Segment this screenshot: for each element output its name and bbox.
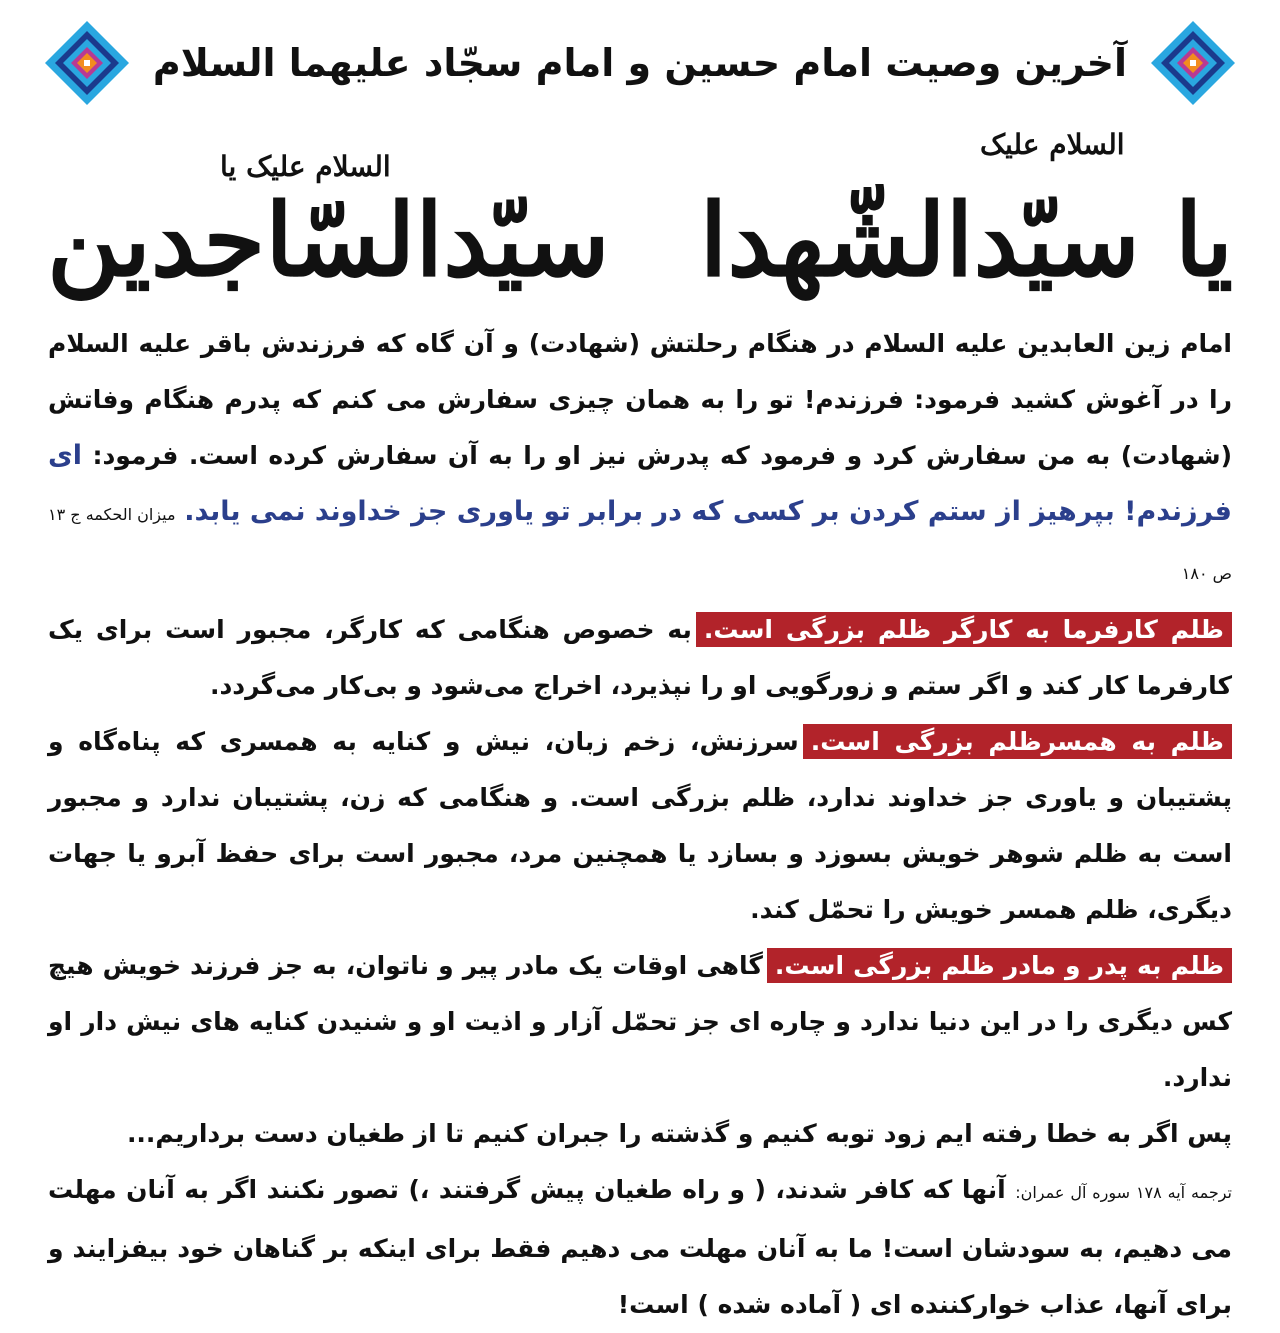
closing-paragraph: پس اگر به خطا رفته ایم زود توبه کنیم و گذشته را جبران کنیم تا از طغیان دست برداریم... [126, 1119, 1232, 1148]
calligraphy-main [40, 180, 1240, 300]
calligraphy-phrase-sajedin: سیّدالسّاجدین [46, 181, 610, 299]
calligraphy-phrase-shohada: یا سیّدالشّهدا [699, 181, 1234, 299]
verse-paragraph [48, 1162, 1232, 1333]
article-body [48, 316, 1232, 1333]
highlight-heading-spouse: ظلم به همسرظلم بزرگی است. [803, 724, 1232, 759]
diamond-pattern-icon [1151, 21, 1235, 105]
section-parents [48, 938, 1232, 1106]
calligraphy-salam-2: السلام علیک یا [220, 150, 391, 183]
verse-reference: ترجمه آیه ۱۷۸ سوره آل عمران: [1015, 1183, 1232, 1202]
section-employer [48, 602, 1232, 714]
intro-paragraph [48, 316, 1232, 602]
section-employer-text: به خصوص هنگامی که کارگر، مجبور است برای یک کارفرما کار کند و اگر ستم و زورگویی او را نپذیرد، اخراج می‌شود و بی‌کار می‌گردد. [48, 615, 1232, 700]
section-spouse-text: سرزنش، زخم زبان، نیش و کنایه به همسری که پناه‌گاه و پشتیبان و یاوری جز خداوند ندارد، ظلم بزرگی است. و هنگامی که زن، پشتیبان ندارد و مجبور است به ظلم شوهر خویش بسوزد و بسازد یا همچنین مرد، مجبور است برای حفظ آبرو یا جهات دیگری، ظلم همسر خویش را تحمّل کند. [48, 727, 1232, 924]
section-spouse [48, 714, 1232, 938]
header [0, 18, 1280, 108]
intro-text: امام زین العابدین علیه السلام در هنگام رحلتش (شهادت) و آن گاه که فرزندش باقر علیه السلام را در آغوش کشید فرمود: فرزندم! تو را به همان چیزی سفارش می کنم که پدرم هنگام وفاتش (شهادت) به من سفارش کرد و فرمود که پدرش نیز او را به آن سفارش کرده است. فرمود: [48, 329, 1232, 470]
hadith-source: میزان الحکمه ج ۱۳ ص ۱۸۰ [48, 505, 1232, 583]
calligraphy-salam-1: السلام علیک [980, 128, 1125, 161]
calligraphy-title [40, 110, 1240, 310]
highlight-heading-employer: ظلم کارفرما به کارگر ظلم بزرگی است. [696, 612, 1232, 647]
highlight-heading-parents: ظلم به پدر و مادر ظلم بزرگی است. [767, 948, 1232, 983]
verse-text: آنها که کافر شدند، ( و راه طغیان پیش گرفتند ،) تصور نکنند اگر به آنان مهلت می دهیم، به سودشان است! ما به آنان مهلت می دهیم فقط برای اینکه بر گناهان خود بیفزایند و برای آنها، عذاب خوارکننده ای ( آماده شده ) است! [48, 1175, 1232, 1319]
section-parents-text: گاهی اوقات یک مادر پیر و ناتوان، به جز فرزند خویش هیچ کس دیگری را در این دنیا ندارد و چاره ای جز تحمّل آزار و اذیت او و شنیدن کنایه های نیش دار او ندارد. [48, 951, 1232, 1092]
hadith-quote: ای فرزندم! بپرهیز از ستم کردن بر کسی که در برابر تو یاوری جز خداوند نمی یابد. [48, 440, 1232, 527]
page-title: آخرین وصیت امام حسین و امام سجّاد علیهما السلام [152, 41, 1128, 85]
diamond-pattern-icon [45, 21, 129, 105]
